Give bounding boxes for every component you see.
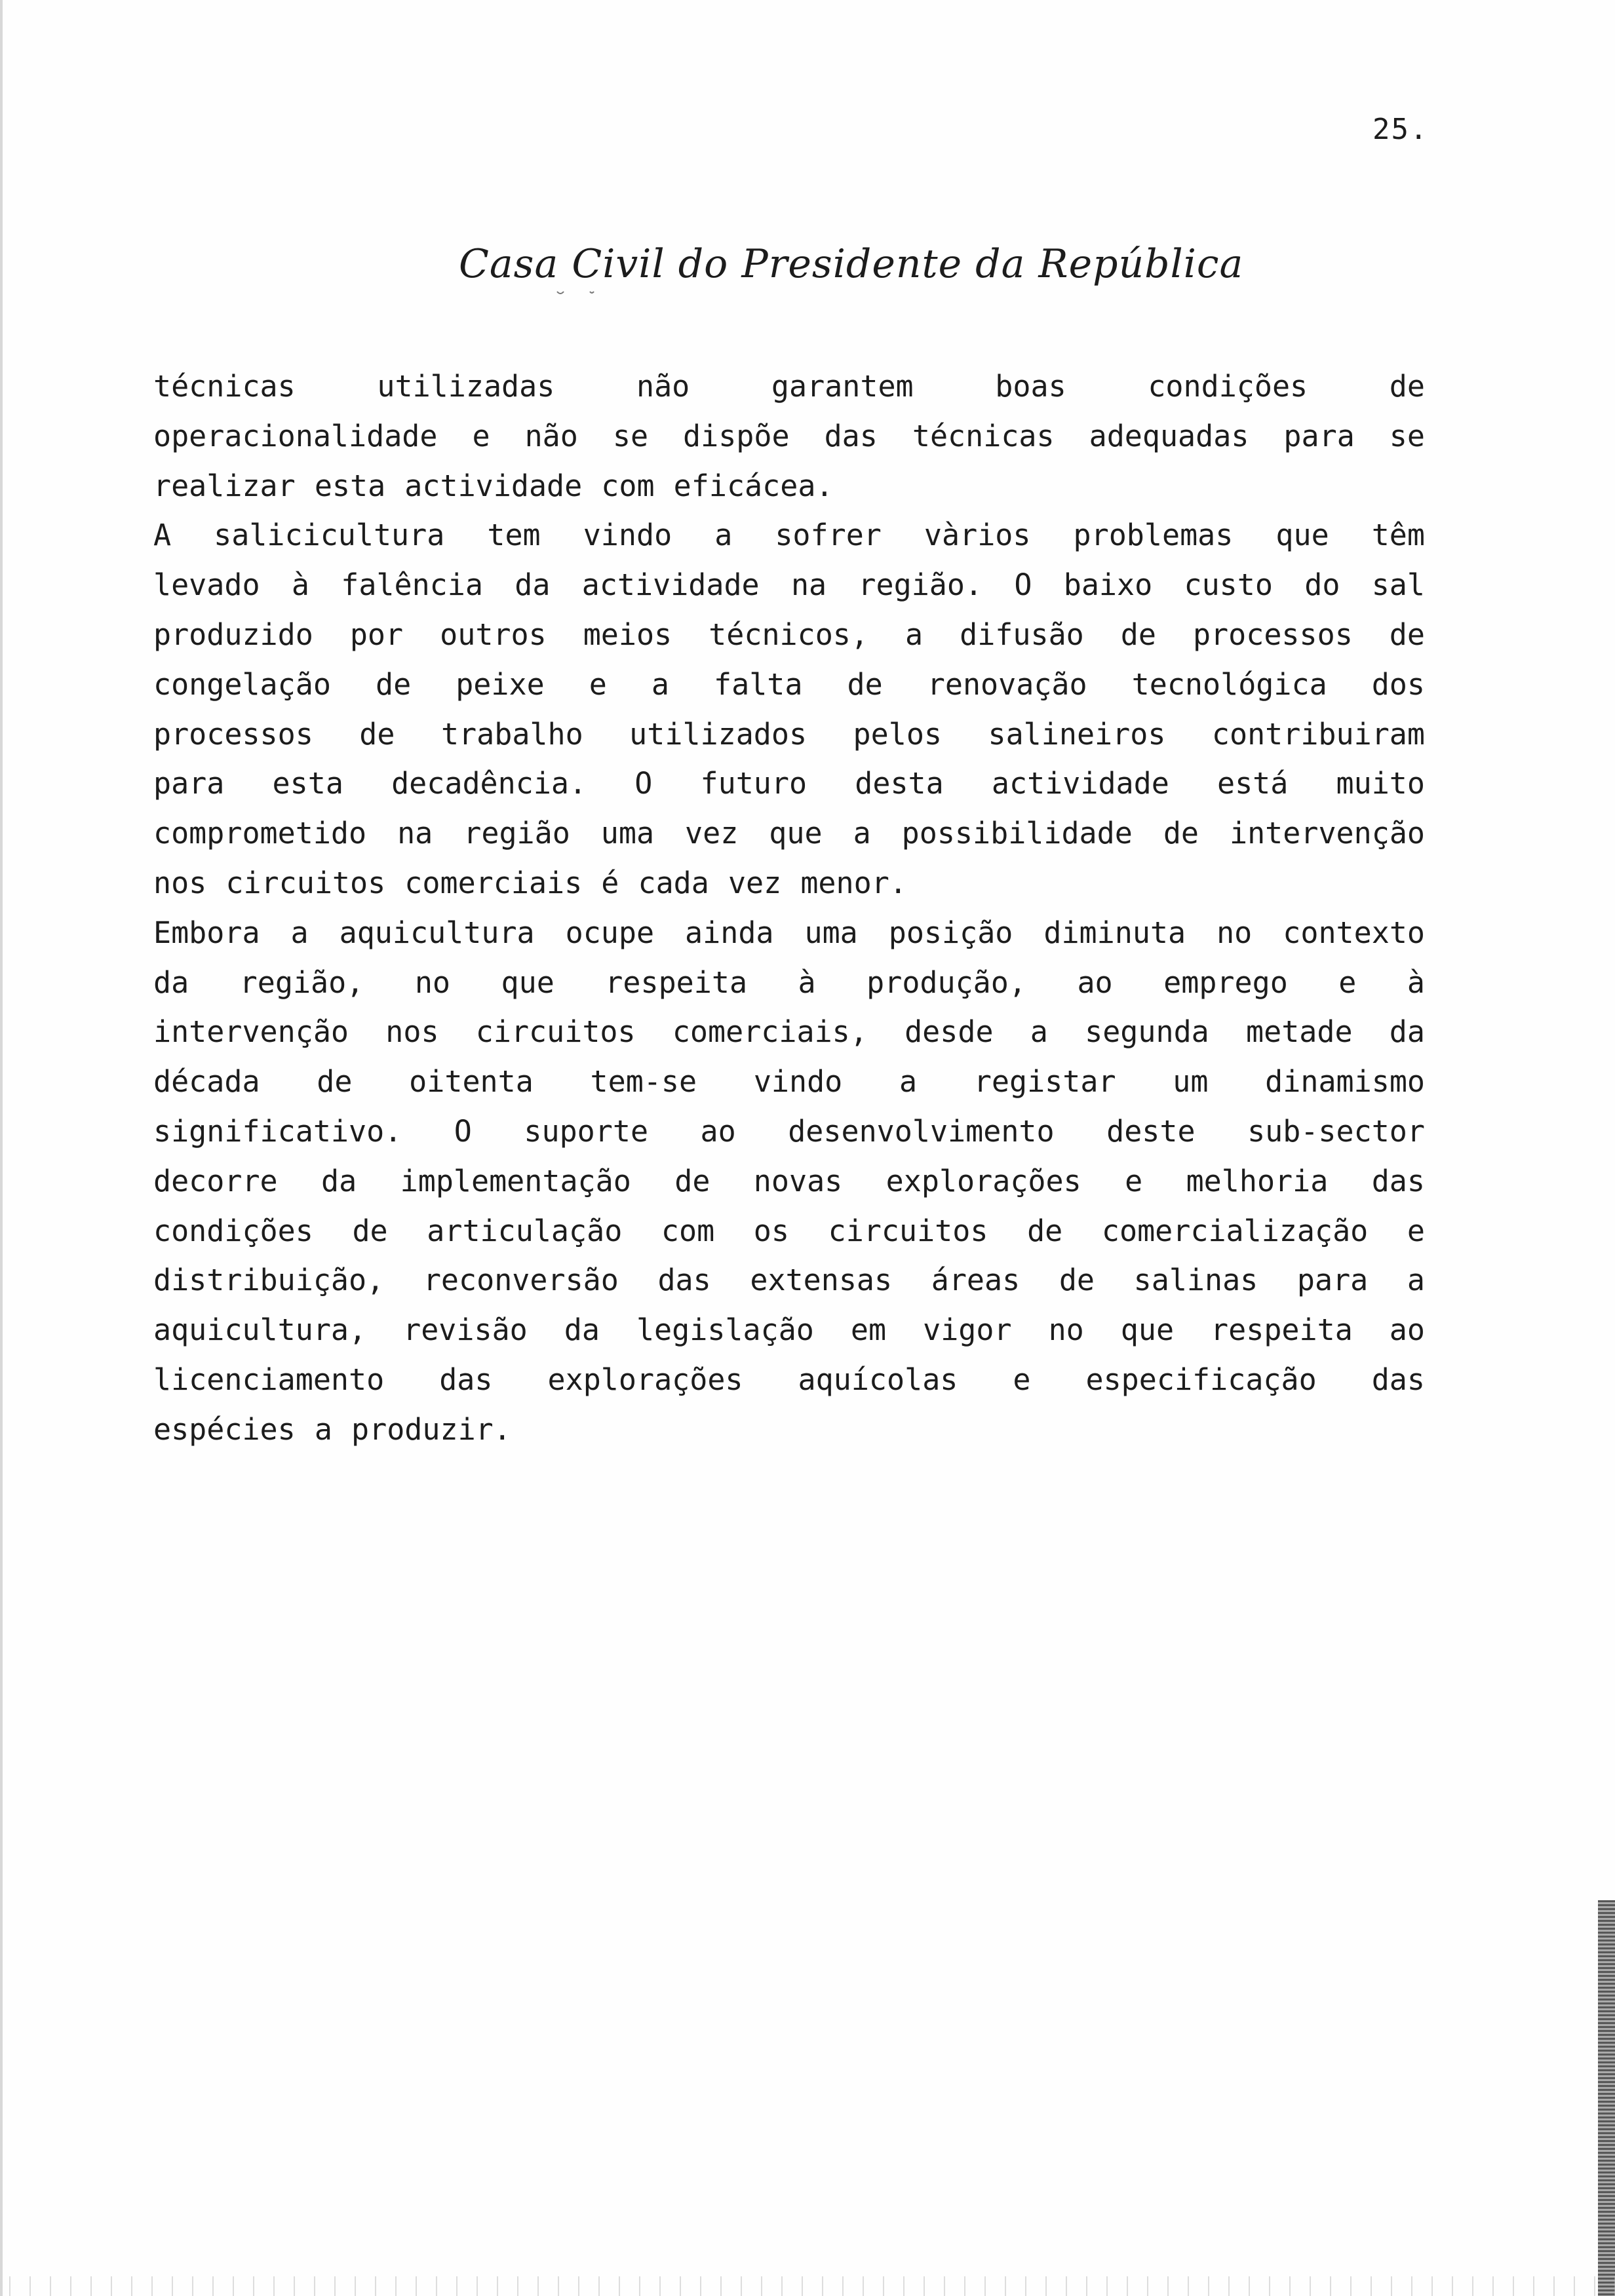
text-line: Embora a aquicultura ocupe ainda uma posição diminuta no contexto (153, 915, 1425, 950)
text-line: aquicultura, revisão da legislação em vigor no que respeita ao (153, 1312, 1425, 1348)
text-line: da região, no que respeita à produção, ao emprego e à (153, 965, 1425, 1000)
text-line: significativo. O suporte ao desenvolvimento deste sub-sector (153, 1113, 1425, 1149)
text-line: produzido por outros meios técnicos, a difusão de processos de (153, 617, 1425, 652)
text-line: condições de articulação com os circuitos de comercialização e (153, 1213, 1425, 1248)
text-line: década de oitenta tem-se vindo a registar um dinamismo (153, 1064, 1425, 1100)
text-line: intervenção nos circuitos comerciais, desde a segunda metade da (153, 1014, 1425, 1050)
text-line: licenciamento das explorações aquícolas e especificação das (153, 1362, 1425, 1397)
text-line: comprometido na região uma vez que a possibilidade de intervenção (153, 816, 1425, 851)
text-line: processos de trabalho utilizados pelos salineiros contribuiram (153, 716, 1425, 752)
text-line: técnicas utilizadas não garantem boas condições de (153, 369, 1425, 404)
letterhead-script (459, 226, 1244, 305)
page-number: 25. (1372, 113, 1429, 146)
letterhead (459, 226, 1244, 305)
text-line: A salicicultura tem vindo a sofrer vàrios problemas que têm (153, 518, 1425, 553)
text-line: espécies a produzir. (153, 1411, 511, 1447)
text-line: realizar esta actividade com eficácea. (153, 468, 834, 503)
text-line: decorre da implementação de novas explorações e melhoria das (153, 1163, 1425, 1198)
letterhead-text: Casa Civil do Presidente da República (459, 241, 1244, 287)
scan-bottom-noise (0, 2276, 1615, 2296)
scan-left-edge (0, 0, 3, 2296)
text-line: distribuição, reconversão das extensas áreas de salinas para a (153, 1263, 1425, 1298)
text-line: congelação de peixe e a falta de renovação tecnológica dos (153, 666, 1425, 702)
body-text (153, 362, 1425, 1455)
text-line: operacionalidade e não se dispõe das técnicas adequadas para se (153, 418, 1425, 453)
text-line: nos circuitos comerciais é cada vez menor. (153, 865, 907, 900)
text-line: levado à falência da actividade na região. O baixo custo do sal (153, 567, 1425, 603)
scan-right-edge-artifact (1598, 1900, 1615, 2296)
text-line: para esta decadência. O futuro desta actividade está muito (153, 766, 1425, 801)
